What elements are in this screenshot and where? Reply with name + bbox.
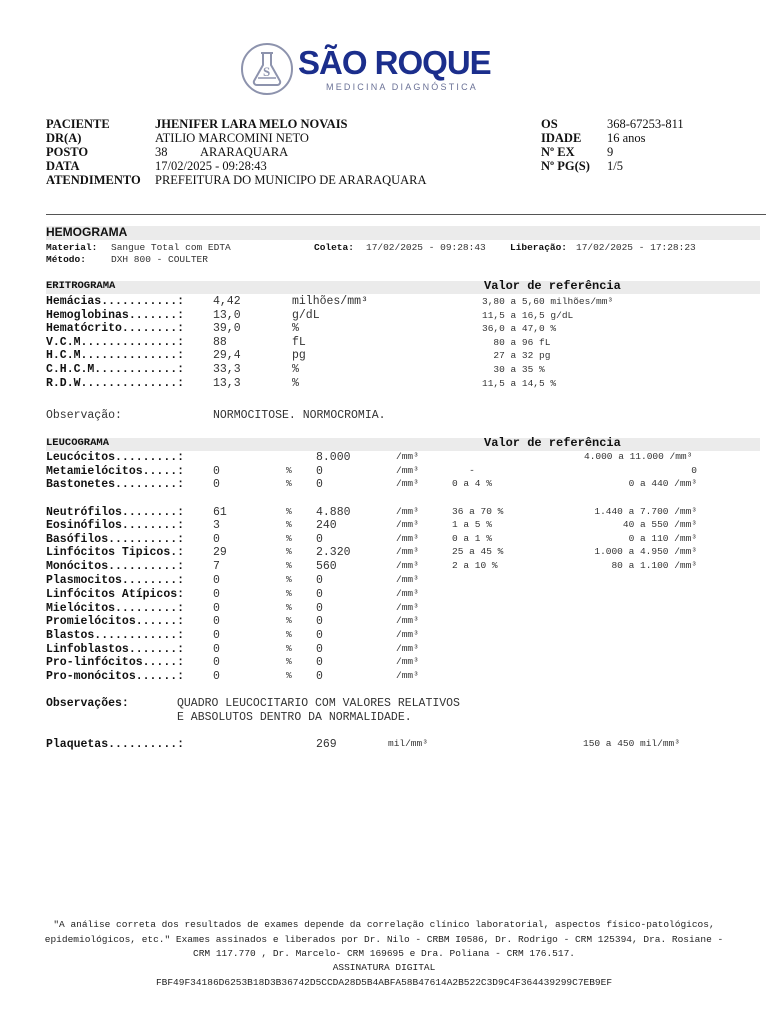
leucograma-row-unit: /mm³ xyxy=(396,465,419,476)
footer-signature-label: ASSINATURA DIGITAL xyxy=(332,962,436,973)
leucograma-row-percent-unit: % xyxy=(286,602,292,613)
leucograma-row-unit: /mm³ xyxy=(396,560,419,571)
eritrograma-row-ref: 11,5 a 14,5 % xyxy=(482,378,557,389)
posto-city: ARARAQUARA xyxy=(200,145,289,159)
plaquetas-ref: 150 a 450 mil/mm³ xyxy=(583,738,680,749)
leucograma-row-label: Pro-monócitos......: xyxy=(46,670,185,683)
leucograma-row-ref-percent: 25 a 45 % xyxy=(452,546,504,557)
material-label: Material: xyxy=(46,242,98,253)
exam-title-band xyxy=(46,226,760,240)
lab-logo xyxy=(240,42,500,96)
eritrograma-row-value: 33,3 xyxy=(213,363,241,376)
eritrograma-row-value: 13,3 xyxy=(213,377,241,390)
label-dr: DR(A) xyxy=(46,131,82,145)
eritrograma-row-label: Hemácias...........: xyxy=(46,295,185,308)
plaquetas-value: 269 xyxy=(316,738,337,751)
leucograma-row-label: Neutrófilos........: xyxy=(46,506,185,519)
leucograma-row-percent-unit: % xyxy=(286,533,292,544)
eritrograma-row-value: 39,0 xyxy=(213,322,241,335)
leucograma-row-percent-unit: % xyxy=(286,615,292,626)
eritrograma-row-unit: % xyxy=(292,377,299,390)
eritrograma-obs: NORMOCITOSE. NORMOCROMIA. xyxy=(213,409,386,422)
eritrograma-title: ERITROGRAMA xyxy=(46,280,116,292)
leucograma-row-unit: /mm³ xyxy=(396,519,419,530)
leucograma-row-label: Pro-linfócitos.....: xyxy=(46,656,185,669)
liberacao-label: Liberação: xyxy=(510,242,568,253)
coleta-value: 17/02/2025 - 09:28:43 xyxy=(366,242,486,253)
leucograma-row-label: Bastonetes.........: xyxy=(46,478,185,491)
plaquetas-label: Plaquetas..........: xyxy=(46,738,185,751)
leucograma-obs-label: Observações: xyxy=(46,697,129,710)
eritrograma-row-value: 29,4 xyxy=(213,349,241,362)
leucograma-row-unit: /mm³ xyxy=(396,629,419,640)
npg-value: 1/5 xyxy=(607,159,623,173)
leucograma-row-label: Basófilos..........: xyxy=(46,533,185,546)
label-paciente: PACIENTE xyxy=(46,117,110,131)
leucograma-row-percent-unit: % xyxy=(286,629,292,640)
footer-disclaimer-line3: CRM 117.770 , Dr. Marcelo- CRM 169695 e Dra. Poliana - CRM 176.517. xyxy=(193,948,575,959)
leucograma-row-unit: /mm³ xyxy=(396,478,419,489)
leucograma-row-ref-percent: 1 a 5 % xyxy=(452,519,492,530)
eritrograma-row-label: Hemoglobinas.......: xyxy=(46,309,185,322)
metodo-value: DXH 800 - COULTER xyxy=(111,254,208,265)
label-atendimento: ATENDIMENTO xyxy=(46,173,141,187)
leucocitos-label: Leucócitos.........: xyxy=(46,451,185,464)
eritrograma-row-unit: pg xyxy=(292,349,306,362)
label-os: OS xyxy=(541,117,558,131)
leucograma-row-percent-unit: % xyxy=(286,560,292,571)
leucograma-row-ref-absolute: 40 a 550 /mm³ xyxy=(622,519,697,530)
posto-number: 38 xyxy=(155,145,168,159)
leucograma-row-ref-absolute: 1.440 a 7.700 /mm³ xyxy=(594,506,697,517)
leucograma-row-unit: /mm³ xyxy=(396,643,419,654)
leucograma-row-unit: /mm³ xyxy=(396,602,419,613)
leucograma-row-percent: 0 xyxy=(213,643,220,656)
leucograma-row-unit: /mm³ xyxy=(396,546,419,557)
leucograma-row-ref-absolute: 0 a 110 /mm³ xyxy=(628,533,697,544)
eritrograma-obs-label: Observação: xyxy=(46,409,122,422)
header-divider xyxy=(46,214,766,215)
eritrograma-row-label: V.C.M..............: xyxy=(46,336,185,349)
leucograma-row-percent-unit: % xyxy=(286,643,292,654)
nex-value: 9 xyxy=(607,145,614,159)
idade-value: 16 anos xyxy=(607,131,646,145)
leucograma-row-percent: 0 xyxy=(213,465,220,478)
leucograma-row-unit: /mm³ xyxy=(396,670,419,681)
leucograma-row-unit: /mm³ xyxy=(396,533,419,544)
leucograma-row-percent-unit: % xyxy=(286,478,292,489)
leucograma-row-absolute: 4.880 xyxy=(316,506,351,519)
leucograma-row-label: Mielócitos.........: xyxy=(46,602,185,615)
leucograma-row-ref-percent: - xyxy=(452,465,475,476)
leucograma-obs-line1: QUADRO LEUCOCITARIO COM VALORES RELATIVOS xyxy=(177,697,460,710)
lab-subtitle: MEDICINA DIAGNÓSTICA xyxy=(326,82,479,92)
label-idade: IDADE xyxy=(541,131,582,145)
leucograma-row-percent-unit: % xyxy=(286,670,292,681)
leucograma-row-ref-percent: 0 a 4 % xyxy=(452,478,492,489)
leucograma-row-ref-absolute: 0 a 440 /mm³ xyxy=(628,478,697,489)
leucograma-row-ref-percent: 36 a 70 % xyxy=(452,506,504,517)
eritrograma-row-ref: 3,80 a 5,60 milhões/mm³ xyxy=(482,296,614,307)
leucograma-obs-line2: E ABSOLUTOS DENTRO DA NORMALIDADE. xyxy=(177,711,412,724)
leucograma-row-ref-absolute: 1.000 a 4.950 /mm³ xyxy=(594,546,697,557)
atendimento-value: PREFEITURA DO MUNICIPO DE ARARAQUARA xyxy=(155,173,427,187)
leucograma-row-label: Monócitos..........: xyxy=(46,560,185,573)
leucograma-row-label: Linfócitos Atípicos: xyxy=(46,588,185,601)
footer-signature-hash: FBF49F34186D6253B18D3B36742D5CCDA28D5B4ABFA58B47614A2B522C3D9C4F364439299C7EB9EF xyxy=(155,977,613,988)
leucograma-row-absolute: 0 xyxy=(316,588,323,601)
patient-name: JHENIFER LARA MELO NOVAIS xyxy=(155,117,348,131)
eritrograma-row-label: R.D.W..............: xyxy=(46,377,185,390)
leucograma-row-absolute: 0 xyxy=(316,533,323,546)
liberacao-value: 17/02/2025 - 17:28:23 xyxy=(576,242,696,253)
eritrograma-row-ref: 11,5 a 16,5 g/dL xyxy=(482,310,574,321)
leucograma-row-absolute: 0 xyxy=(316,670,323,683)
leucograma-row-percent: 0 xyxy=(213,533,220,546)
leucograma-title: LEUCOGRAMA xyxy=(46,437,110,449)
leucograma-row-percent: 29 xyxy=(213,546,227,559)
leucograma-row-absolute: 0 xyxy=(316,602,323,615)
leucograma-row-absolute: 0 xyxy=(316,478,323,491)
lab-name: SÃO ROQUE xyxy=(298,44,491,81)
label-nex: Nº EX xyxy=(541,145,575,159)
leucograma-row-absolute: 0 xyxy=(316,465,323,478)
leucocitos-ref: 4.000 a 11.000 /mm³ xyxy=(584,451,693,462)
eritrograma-row-ref: 30 a 35 % xyxy=(482,364,545,375)
eritrograma-row-label: C.H.C.M............: xyxy=(46,363,185,376)
eritrograma-row-unit: milhões/mm³ xyxy=(292,295,368,308)
leucograma-row-unit: /mm³ xyxy=(396,656,419,667)
leucograma-band xyxy=(46,438,760,451)
exam-title: HEMOGRAMA xyxy=(46,225,128,239)
eritrograma-row-unit: fL xyxy=(292,336,306,349)
metodo-label: Método: xyxy=(46,254,86,265)
leucograma-row-absolute: 0 xyxy=(316,629,323,642)
leucograma-row-label: Blastos............: xyxy=(46,629,185,642)
eritrograma-ref-title: Valor de referência xyxy=(484,279,621,293)
leucograma-row-percent: 61 xyxy=(213,506,227,519)
leucograma-row-percent: 0 xyxy=(213,574,220,587)
leucograma-row-percent-unit: % xyxy=(286,506,292,517)
leucograma-row-ref-percent: 2 a 10 % xyxy=(452,560,498,571)
eritrograma-row-unit: % xyxy=(292,363,299,376)
leucograma-row-label: Metamielócitos.....: xyxy=(46,465,185,478)
date-value: 17/02/2025 - 09:28:43 xyxy=(155,159,267,173)
eritrograma-row-ref: 36,0 a 47,0 % xyxy=(482,323,557,334)
leucograma-row-percent: 0 xyxy=(213,656,220,669)
leucograma-row-percent: 0 xyxy=(213,478,220,491)
label-data: DATA xyxy=(46,159,80,173)
leucograma-row-ref-absolute: 80 a 1.100 /mm³ xyxy=(611,560,697,571)
leucograma-row-absolute: 240 xyxy=(316,519,337,532)
footer-disclaimer-line2: epidemiológicos, etc." Exames assinados e liberados por Dr. Nilo - CRBM I0586, Dr. Rodrigo - CRM 125394, Dra. Rosiane - xyxy=(44,934,724,945)
leucograma-row-label: Plasmocitos........: xyxy=(46,574,185,587)
leucograma-ref-title: Valor de referência xyxy=(484,436,621,450)
leucograma-row-percent-unit: % xyxy=(286,546,292,557)
leucograma-row-unit: /mm³ xyxy=(396,588,419,599)
leucograma-row-absolute: 0 xyxy=(316,643,323,656)
leucograma-row-ref-percent: 0 a 1 % xyxy=(452,533,492,544)
leucograma-row-percent: 0 xyxy=(213,629,220,642)
label-posto: POSTO xyxy=(46,145,89,159)
eritrograma-row-label: H.C.M..............: xyxy=(46,349,185,362)
eritrograma-row-unit: % xyxy=(292,322,299,335)
leucograma-row-percent: 3 xyxy=(213,519,220,532)
leucograma-row-percent: 7 xyxy=(213,560,220,573)
leucograma-row-absolute: 0 xyxy=(316,656,323,669)
eritrograma-band xyxy=(46,281,760,294)
leucograma-row-percent: 0 xyxy=(213,615,220,628)
leucograma-row-percent-unit: % xyxy=(286,519,292,530)
leucocitos-unit: /mm³ xyxy=(396,451,419,462)
leucograma-row-percent: 0 xyxy=(213,602,220,615)
leucocitos-value: 8.000 xyxy=(316,451,351,464)
leucograma-row-unit: /mm³ xyxy=(396,506,419,517)
leucograma-row-percent-unit: % xyxy=(286,656,292,667)
leucograma-row-absolute: 560 xyxy=(316,560,337,573)
leucograma-row-percent-unit: % xyxy=(286,465,292,476)
leucograma-row-absolute: 0 xyxy=(316,615,323,628)
eritrograma-row-label: Hematócrito........: xyxy=(46,322,185,335)
leucograma-row-absolute: 0 xyxy=(316,574,323,587)
leucograma-row-percent: 0 xyxy=(213,670,220,683)
leucograma-row-unit: /mm³ xyxy=(396,574,419,585)
material-value: Sangue Total com EDTA xyxy=(111,242,231,253)
leucograma-row-percent-unit: % xyxy=(286,574,292,585)
doctor-name: ATILIO MARCOMINI NETO xyxy=(155,131,309,145)
coleta-label: Coleta: xyxy=(314,242,354,253)
leucograma-row-percent-unit: % xyxy=(286,588,292,599)
leucograma-row-label: Linfoblastos.......: xyxy=(46,643,185,656)
leucograma-row-label: Eosinófilos........: xyxy=(46,519,185,532)
eritrograma-row-unit: g/dL xyxy=(292,309,320,322)
leucograma-row-absolute: 2.320 xyxy=(316,546,351,559)
eritrograma-row-ref: 80 a 96 fL xyxy=(482,337,551,348)
eritrograma-row-ref: 27 a 32 pg xyxy=(482,350,551,361)
eritrograma-row-value: 88 xyxy=(213,336,227,349)
footer-disclaimer-line1: "A análise correta dos resultados de exames depende da correlação clínico laboratorial, aspectos físico-patológicos, xyxy=(53,919,715,930)
eritrograma-row-value: 4,42 xyxy=(213,295,241,308)
leucograma-row-label: Linfócitos Tipicos.: xyxy=(46,546,185,559)
flask-logo-icon xyxy=(240,42,294,96)
svg-text:S: S xyxy=(263,64,271,79)
os-value: 368-67253-811 xyxy=(607,117,684,131)
leucograma-row-percent: 0 xyxy=(213,588,220,601)
leucograma-row-unit: /mm³ xyxy=(396,615,419,626)
plaquetas-unit: mil/mm³ xyxy=(388,738,428,749)
label-npg: Nº PG(S) xyxy=(541,159,590,173)
leucograma-row-label: Promielócitos......: xyxy=(46,615,185,628)
leucograma-row-ref-absolute: 0 xyxy=(691,465,697,476)
eritrograma-row-value: 13,0 xyxy=(213,309,241,322)
